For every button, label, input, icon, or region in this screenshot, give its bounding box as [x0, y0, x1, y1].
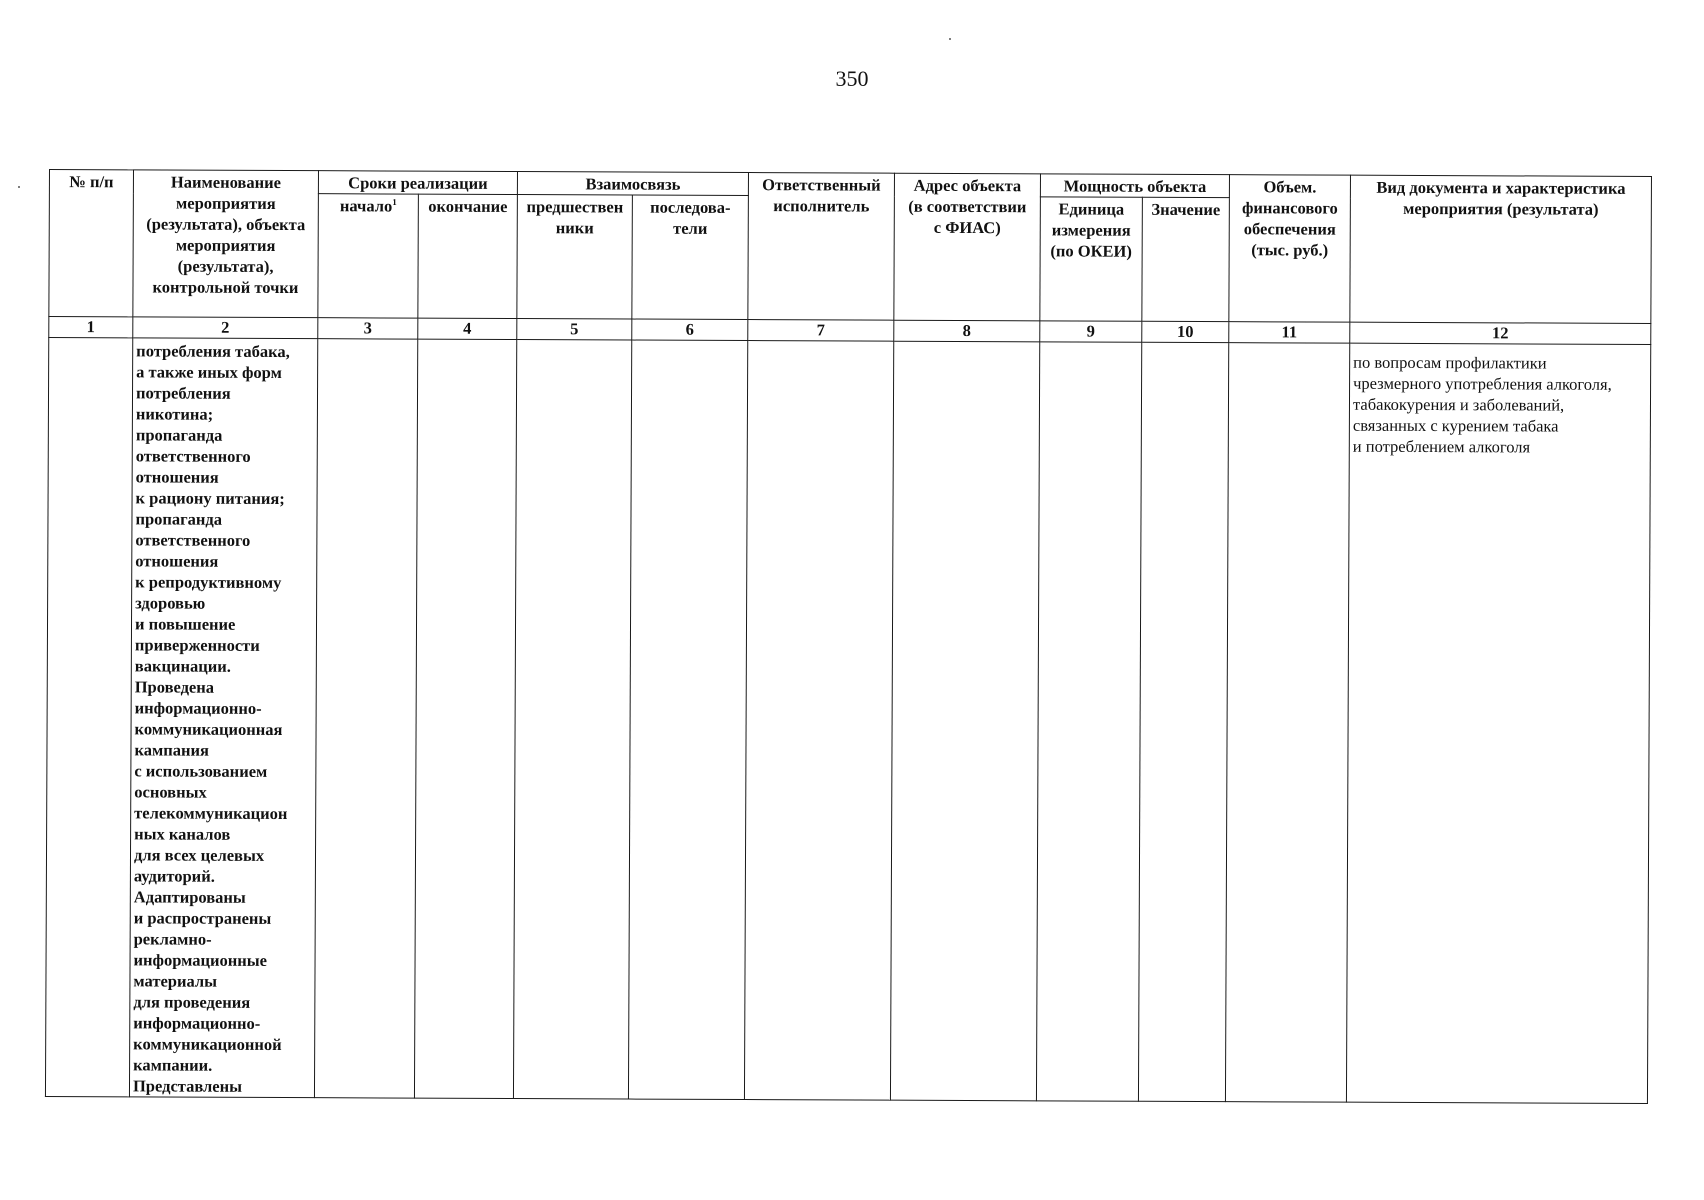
- cell-successors: [628, 340, 747, 1099]
- cell-doc-type: по вопросам профилактики чрезмерного употребления алкоголя, табакокурения и заболеваний, связанных с курением табака и потреблением алкоголя: [1346, 343, 1650, 1103]
- column-number: 11: [1229, 322, 1350, 344]
- table-row: [45, 338, 1650, 1104]
- cell-unit: [1036, 342, 1141, 1101]
- scan-speck: [18, 186, 20, 188]
- header-relations: Взаимосвязь: [517, 172, 748, 196]
- cell-executor: [744, 341, 893, 1101]
- column-number: 7: [748, 320, 894, 342]
- header-executor: Ответственный исполнитель: [748, 173, 895, 321]
- column-number: 5: [517, 319, 632, 341]
- column-number: 1: [49, 317, 133, 338]
- column-number: 2: [133, 317, 318, 339]
- header-finance: Объем. финансового обеспечения (тыс. руб.): [1229, 175, 1351, 323]
- header-capacity: Мощность объекта: [1040, 174, 1229, 198]
- cell-start: [314, 339, 417, 1098]
- column-number: 4: [418, 318, 517, 339]
- header-address: Адрес объекта (в соответствии с ФИАС): [894, 173, 1041, 321]
- column-number: 3: [318, 318, 418, 339]
- header-row-1: [49, 170, 1651, 200]
- header-predecessors: предшествен ники: [517, 195, 633, 320]
- footnote-mark: 1: [392, 196, 397, 208]
- header-value: Значение: [1142, 197, 1230, 321]
- page-number: 350: [835, 66, 869, 91]
- column-number: 6: [632, 319, 748, 341]
- header-num: № п/п: [49, 170, 134, 317]
- cell-event-name: потребления табака, а также иных форм потребления никотина; пропаганда ответственного отношения к рациону питания; пропаганда ответственного отношения к репродуктивному здоровью и повышение приверженности вакцинации. Проведена информационно- коммуникационная кампания с использованием основных телекоммуникацион ных каналов для всех целевых аудиторий. Адаптированы и распространены рекламно- информационные материалы для проведения информационно- коммуникационной кампании. Представлены: [129, 338, 317, 1098]
- header-name: Наименование мероприятия (результата), объекта мероприятия (результата), контрольной точки: [133, 170, 319, 318]
- column-number: 9: [1040, 321, 1142, 342]
- cell-predecessors: [513, 340, 631, 1099]
- header-successors: последова- тели: [632, 195, 749, 320]
- cell-num: [45, 338, 132, 1097]
- header-unit: Единица измерения (по ОКЕИ): [1040, 197, 1143, 321]
- cell-address: [890, 341, 1039, 1101]
- cell-end: [414, 339, 516, 1098]
- header-start: начало$^1$: [318, 194, 419, 318]
- column-number: 8: [894, 320, 1040, 342]
- event-plan-table-wrapper: [45, 169, 1651, 1103]
- header-terms: Сроки реализации: [318, 171, 517, 195]
- event-plan-table: [45, 169, 1652, 1104]
- scan-speck: [949, 38, 951, 40]
- cell-finance: [1225, 343, 1349, 1103]
- column-number: 12: [1350, 322, 1651, 344]
- header-end: окончание: [418, 194, 518, 318]
- cell-value: [1138, 342, 1228, 1101]
- header-doc-type: Вид документа и характеристика мероприятия (результата): [1350, 175, 1652, 323]
- column-number: 10: [1142, 321, 1229, 342]
